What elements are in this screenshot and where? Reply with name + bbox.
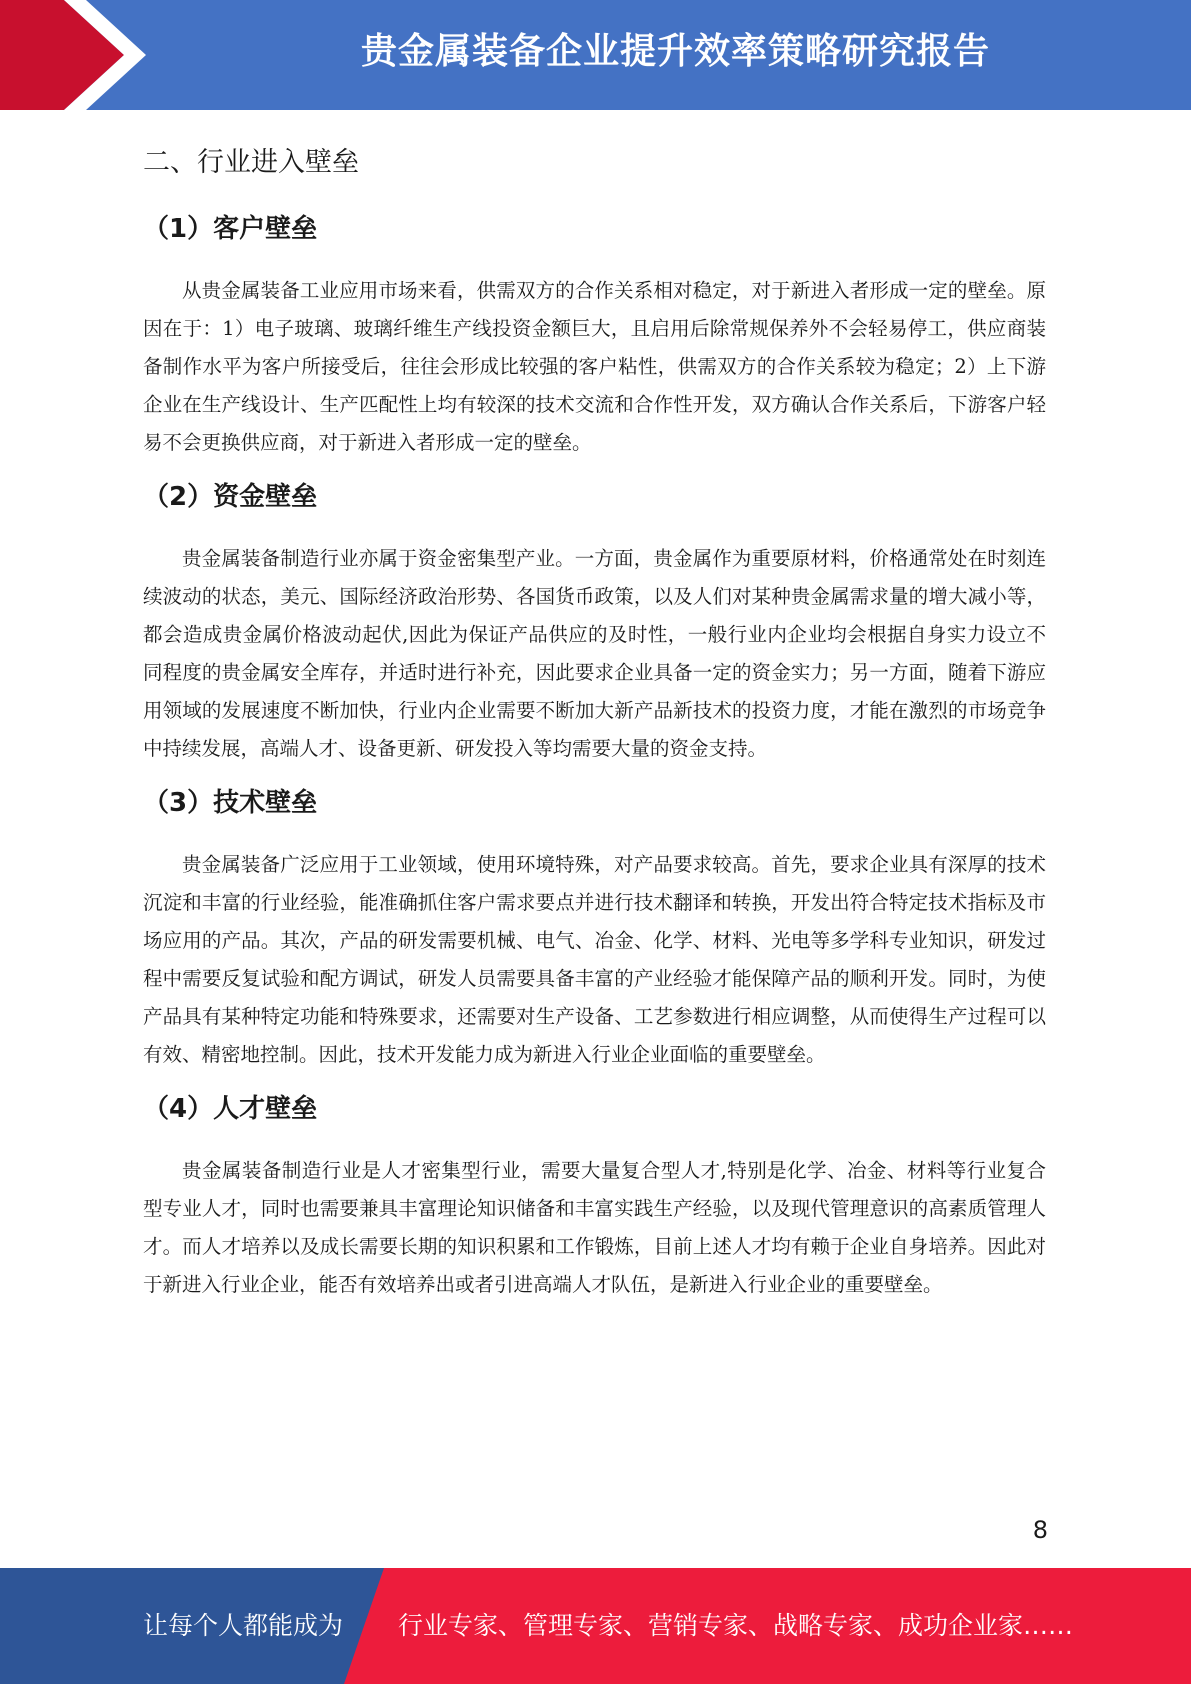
subsection-title-customer: （1）客户壁垒 [143,214,318,244]
page-number: 8 [1032,1516,1048,1544]
page-content [143,118,1046,1310]
report-title: 贵金属装备企业提升效率策略研究报告 [360,31,990,72]
section-title: 二、行业进入壁垒 [143,147,359,178]
paragraph-customer: 从贵金属装备工业应用市场来看，供需双方的合作关系相对稳定，对于新进入者形成一定的壁垒。原因在于：1）电子玻璃、玻璃纤维生产线投资金额巨大，且启用后除常规保养外不会轻易停工，供应商装备制作水平为客户所接受后，往往会形成比较强的客户粘性，供需双方的合作关系较为稳定；2）上下游企业在生产线设计、生产匹配性上均有较深的技术交流和合作性开发，双方确认合作关系后，下游客户轻易不会更换供应商，对于新进入者形成一定的壁垒。 [143,279,1046,454]
subsection-title-technology: （3）技术壁垒 [143,788,318,818]
paragraph-capital: 贵金属装备制造行业亦属于资金密集型产业。一方面，贵金属作为重要原材料，价格通常处在时刻连续波动的状态，美元、国际经济政治形势、各国货币政策，以及人们对某种贵金属需求量的增大减小等，都会造成贵金属价格波动起伏,因此为保证产品供应的及时性，一般行业内企业均会根据自身实力设立不同程度的贵金属安全库存，并适时进行补充，因此要求企业具备一定的资金实力；另一方面，随着下游应用领域的发展速度不断加快，行业内企业需要不断加大新产品新技术的投资力度，才能在激烈的市场竞争中持续发展，高端人才、设备更新、研发投入等均需要大量的资金支持。 [143,547,1046,760]
subsection-title-capital: （2）资金壁垒 [143,482,318,512]
footer-slogan-left: 让每个人都能成为 [143,1611,344,1640]
footer-slogan-right: 行业专家、管理专家、营销专家、战略专家、成功企业家…… [398,1611,1074,1640]
paragraph-technology: 贵金属装备广泛应用于工业领域，使用环境特殊，对产品要求较高。首先，要求企业具有深厚的技术沉淀和丰富的行业经验，能准确抓住客户需求要点并进行技术翻译和转换，开发出符合特定技术指标及市场应用的产品。其次，产品的研发需要机械、电气、冶金、化学、材料、光电等多学科专业知识，研发过程中需要反复试验和配方调试，研发人员需要具备丰富的产业经验才能保障产品的顺利开发。同时，为使产品具有某种特定功能和特殊要求，还需要对生产设备、工艺参数进行相应调整，从而使得生产过程可以有效、精密地控制。因此，技术开发能力成为新进入行业企业面临的重要壁垒。 [143,853,1046,1066]
paragraph-talent: 贵金属装备制造行业是人才密集型行业，需要大量复合型人才,特别是化学、冶金、材料等行业复合型专业人才，同时也需要兼具丰富理论知识储备和丰富实践生产经验，以及现代管理意识的高素质管理人才。而人才培养以及成长需要长期的知识积累和工作锻炼，目前上述人才均有赖于企业自身培养。因此对于新进入行业企业，能否有效培养出或者引进高端人才队伍，是新进入行业企业的重要壁垒。 [143,1159,1046,1296]
header-banner [0,0,1191,110]
footer-banner [0,1568,1191,1684]
subsection-title-talent: （4）人才壁垒 [143,1094,318,1124]
